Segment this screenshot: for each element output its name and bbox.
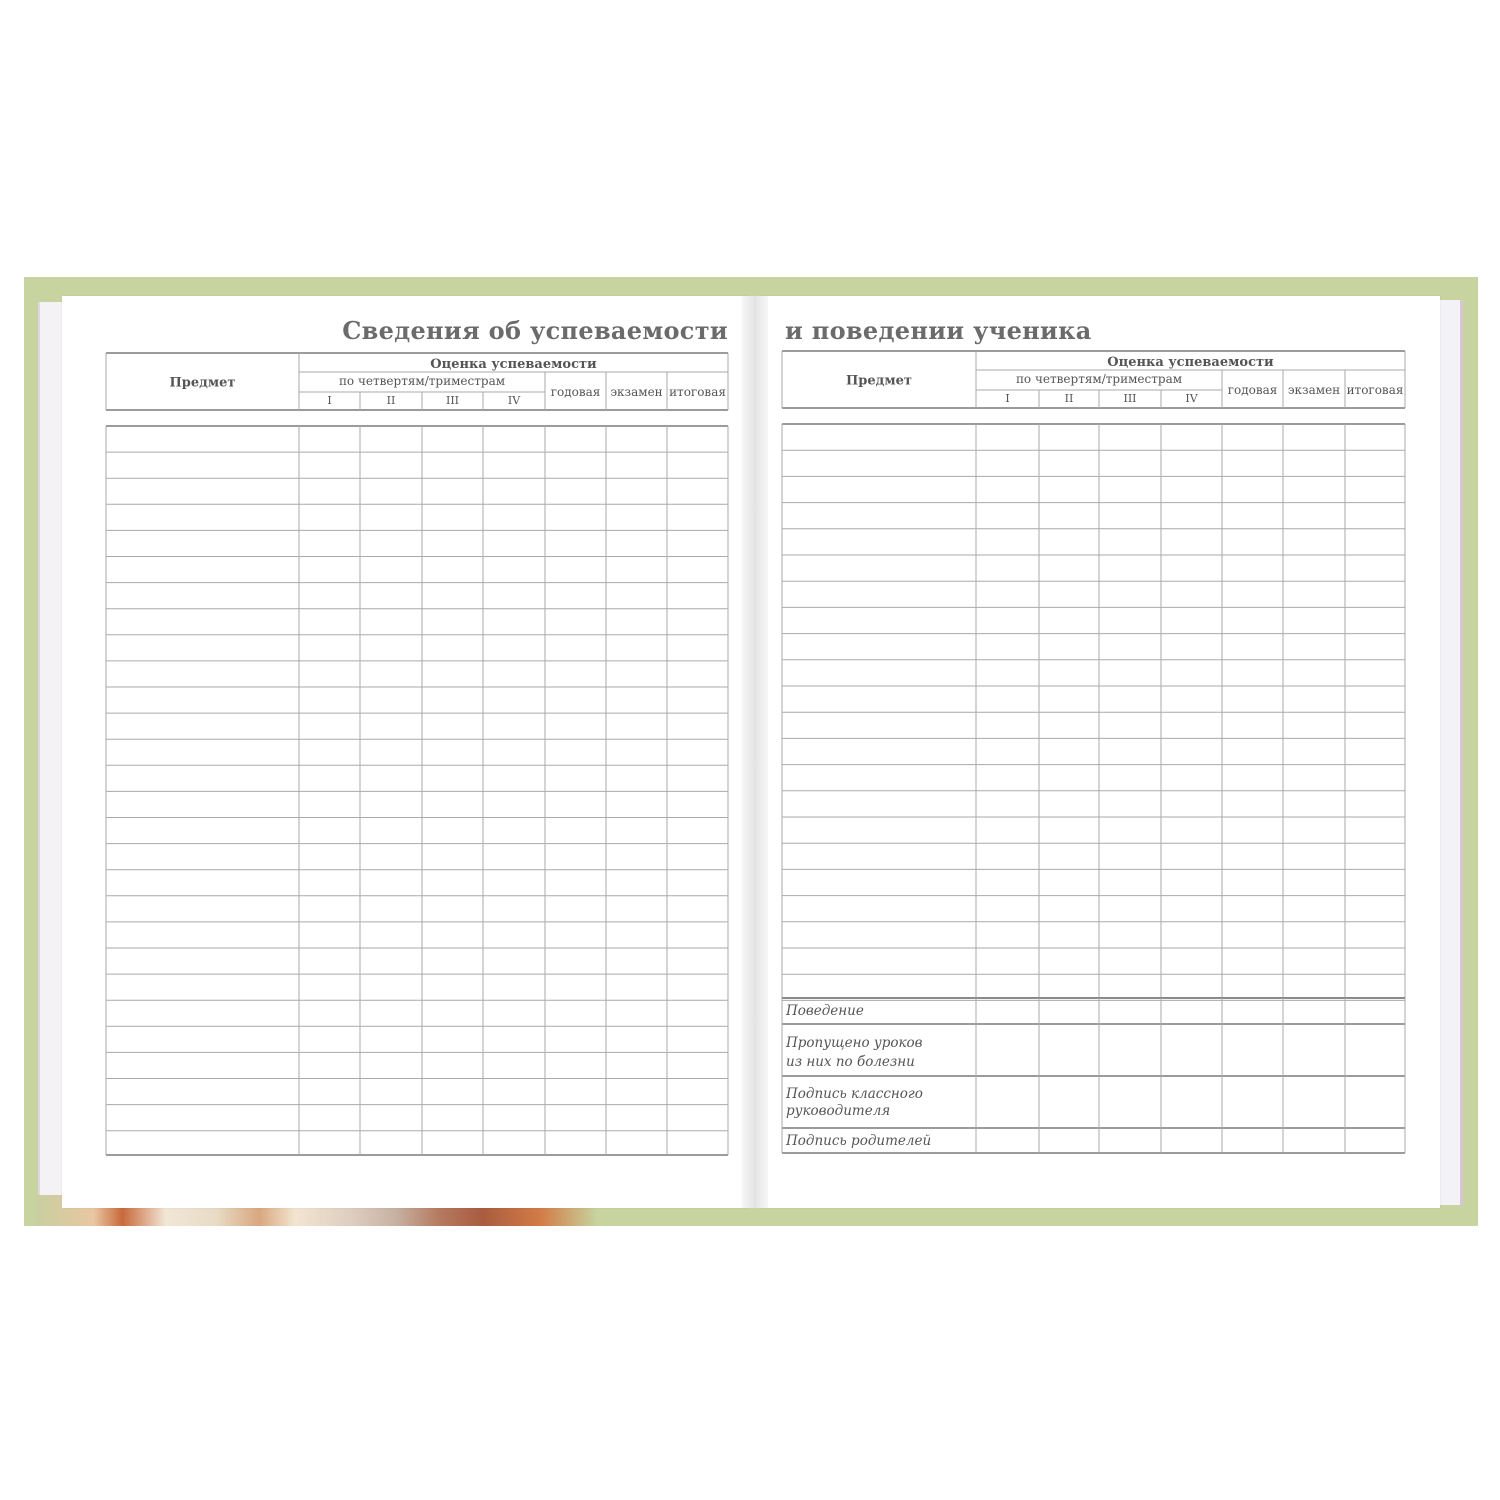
by-quarters-header: по четвертям/триместрам [1015, 372, 1183, 386]
exam-header: экзамен [1287, 383, 1341, 397]
subject-header: Предмет [846, 373, 912, 389]
final-header: итоговая [1346, 383, 1404, 397]
exam-header: экзамен [610, 385, 663, 399]
quarter-label: IV [507, 394, 521, 407]
quarter-label: I [327, 394, 332, 407]
page-title-left: Сведения об успеваемости [342, 316, 728, 345]
page-title-right: и поведении ученика [785, 316, 1092, 345]
teacher-signature-label: Подпись классного [786, 1086, 923, 1102]
annual-header: годовая [1227, 383, 1278, 397]
annual-header: годовая [550, 385, 601, 399]
behavior-label: Поведение [786, 1003, 864, 1019]
teacher-signature-label-2: руководителя [786, 1103, 891, 1119]
quarter-label: III [1123, 392, 1137, 405]
quarter-label: III [445, 394, 460, 407]
grade-assessment-header: Оценка успеваемости [430, 357, 597, 372]
quarter-label: II [1064, 392, 1074, 405]
grade-assessment-header: Оценка успеваемости [1107, 355, 1274, 370]
subject-header: Предмет [169, 375, 236, 391]
quarter-label: IV [1185, 392, 1198, 405]
quarter-label: II [386, 394, 396, 407]
quarter-label: I [1005, 392, 1010, 405]
parents-signature-label: Подпись родителей [786, 1133, 932, 1149]
final-header: итоговая [669, 385, 726, 399]
missed-illness-label: из них по болезни [786, 1054, 915, 1070]
by-quarters-header: по четвертям/триместрам [338, 374, 506, 388]
missed-lessons-label: Пропущено уроков [786, 1035, 923, 1051]
